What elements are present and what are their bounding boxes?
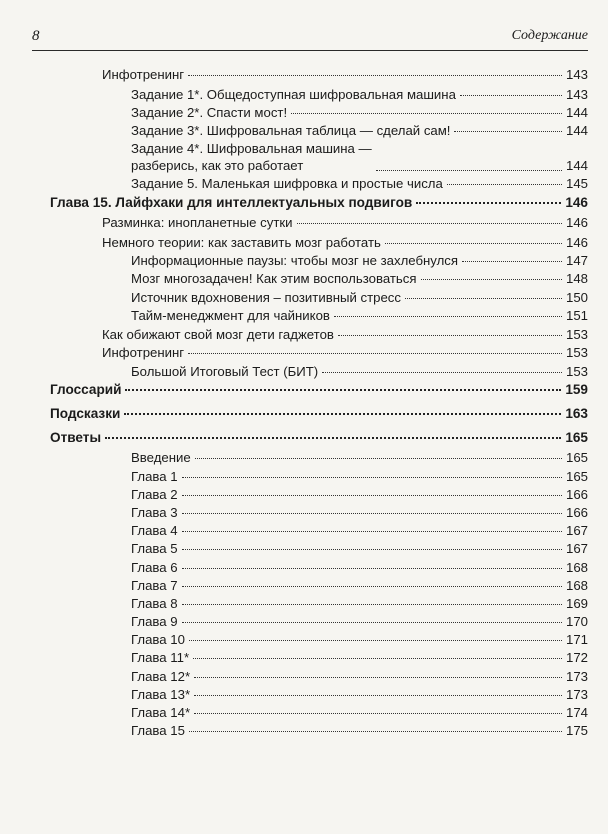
toc-entry-page: 171 — [565, 632, 588, 647]
toc-entry-page: 167 — [565, 541, 588, 556]
dot-leader — [193, 658, 562, 659]
toc-entry — [102, 344, 588, 361]
toc-entry-title: Информационные паузы: чтобы мозг не захлебнулся — [131, 253, 459, 268]
dot-leader — [385, 243, 562, 244]
dot-leader — [322, 372, 562, 373]
dot-leader — [124, 413, 561, 415]
toc-entry-page: 169 — [565, 596, 588, 611]
toc-entry — [102, 234, 588, 251]
toc-entry — [131, 722, 588, 739]
toc-entry-page: 165 — [565, 450, 588, 465]
toc-entry-title: Источник вдохновения – позитивный стресс — [131, 290, 401, 305]
dot-leader — [182, 495, 562, 496]
dot-leader — [195, 458, 562, 459]
toc-entry — [131, 270, 588, 287]
toc-entry-title: Инфотренинг — [102, 345, 185, 360]
toc-entry — [131, 140, 588, 174]
toc-entry-title: Ответы — [50, 430, 102, 445]
toc-entry — [131, 486, 588, 503]
toc-entry-title: Глава 5 — [131, 541, 178, 556]
toc-entry — [131, 631, 588, 648]
toc-entry-title: Разминка: инопланетные сутки — [102, 215, 293, 230]
toc-entry-title: Большой Итоговый Тест (БИТ) — [131, 364, 319, 379]
toc-entry-page: 167 — [565, 523, 588, 538]
toc-entry-title: Глава 3 — [131, 505, 178, 520]
dot-leader — [105, 437, 561, 439]
dot-leader — [182, 477, 562, 478]
toc-entry-page: 146 — [565, 215, 588, 230]
toc-entry-title: Задание 2*. Спасти мост! — [131, 105, 288, 120]
toc-entry — [131, 686, 588, 703]
running-title: Содержание — [511, 28, 588, 43]
toc-entry-title: Глава 9 — [131, 614, 178, 629]
toc-entry — [131, 363, 588, 380]
dot-leader — [182, 604, 562, 605]
toc-entry-page: 159 — [565, 382, 588, 397]
toc-entry — [131, 289, 588, 306]
toc-entry — [131, 540, 588, 557]
toc-entry — [131, 104, 588, 121]
toc-entry-title: Как обижают свой мозг дети гаджетов — [102, 327, 334, 342]
toc-entry-page: 148 — [565, 271, 588, 286]
toc-entry — [131, 252, 588, 269]
dot-leader — [376, 170, 562, 171]
toc-entry — [131, 704, 588, 721]
dot-leader — [421, 279, 562, 280]
toc-entry-page: 174 — [565, 705, 588, 720]
page-number: 8 — [32, 28, 40, 44]
page-header — [32, 28, 588, 51]
toc-entry — [131, 668, 588, 685]
toc-entry-page: 165 — [565, 469, 588, 484]
dot-leader — [188, 353, 562, 354]
toc-entry-title: Тайм-менеджмент для чайников — [131, 308, 330, 323]
dot-leader — [194, 677, 562, 678]
toc-entry — [131, 613, 588, 630]
toc-entry-title: Глава 6 — [131, 560, 178, 575]
toc-entry — [131, 449, 588, 466]
toc-entry-title: Подсказки — [50, 406, 121, 421]
dot-leader — [194, 713, 562, 714]
toc-entry-title: Глава 10 — [131, 632, 185, 647]
toc-entry-title: Введение — [131, 450, 191, 465]
toc-entry-page: 153 — [565, 364, 588, 379]
toc-entry-page: 173 — [565, 669, 588, 684]
toc-entry-page: 146 — [565, 235, 588, 250]
dot-leader — [334, 316, 562, 317]
toc-entry-page: 173 — [565, 687, 588, 702]
toc-entry — [102, 66, 588, 83]
toc-entry-page: 147 — [565, 253, 588, 268]
toc-entry-title-line: разберись, как это работает — [131, 158, 304, 173]
toc-entry-title: Инфотренинг — [102, 67, 185, 82]
dot-leader — [416, 202, 561, 204]
toc-entry — [131, 649, 588, 666]
toc-entry-page: 168 — [565, 560, 588, 575]
toc-entry-page: 144 — [565, 158, 588, 173]
toc-entry-title: Глава 12* — [131, 669, 191, 684]
toc-entry-page: 153 — [565, 345, 588, 360]
toc-entry-title: Глава 15. Лайфхаки для интеллектуальных подвигов — [50, 195, 413, 210]
toc-entry-page: 146 — [565, 195, 588, 210]
dot-leader — [182, 513, 562, 514]
dot-leader — [189, 640, 562, 641]
dot-leader — [182, 568, 562, 569]
toc-entry-page: 166 — [565, 487, 588, 502]
toc-entry-page: 143 — [565, 87, 588, 102]
toc-entry-page: 168 — [565, 578, 588, 593]
toc-entry-page: 143 — [565, 67, 588, 82]
toc-entry-title — [131, 140, 372, 174]
toc-entry-page: 163 — [565, 406, 588, 421]
toc-entry — [50, 405, 588, 422]
toc-entry-page: 166 — [565, 505, 588, 520]
toc-entry-title: Глава 8 — [131, 596, 178, 611]
toc-entry-title: Глава 11* — [131, 650, 190, 665]
toc-entry-title: Глава 13* — [131, 687, 191, 702]
toc-entry-page: 153 — [565, 327, 588, 342]
toc-entry — [102, 326, 588, 343]
toc-entry — [50, 429, 588, 446]
toc-entry — [131, 122, 588, 139]
toc-entry — [131, 522, 588, 539]
toc-entry — [131, 468, 588, 485]
toc-entry-title-line: Задание 4*. Шифровальная машина — — [131, 141, 372, 156]
toc-entry-title: Немного теории: как заставить мозг работать — [102, 235, 381, 250]
dot-leader — [447, 184, 562, 185]
toc-entry-page: 170 — [565, 614, 588, 629]
dot-leader — [291, 113, 562, 114]
toc-entry-title: Глава 4 — [131, 523, 178, 538]
toc-entry-page: 151 — [565, 308, 588, 323]
toc-entry — [131, 504, 588, 521]
dot-leader — [405, 298, 562, 299]
dot-leader — [182, 622, 562, 623]
dot-leader — [194, 695, 562, 696]
toc-entry-page: 145 — [565, 176, 588, 191]
toc-entry-page: 150 — [565, 290, 588, 305]
dot-leader — [125, 389, 561, 391]
dot-leader — [182, 531, 562, 532]
toc-entry-page: 172 — [565, 650, 588, 665]
toc-entry — [131, 595, 588, 612]
toc-entry-title: Задание 1*. Общедоступная шифровальная машина — [131, 87, 456, 102]
toc-entry — [102, 214, 588, 231]
toc-entry-page: 144 — [565, 105, 588, 120]
dot-leader — [462, 261, 562, 262]
toc-entry — [50, 194, 588, 211]
toc-entry — [131, 175, 588, 192]
dot-leader — [182, 586, 562, 587]
toc-entry — [131, 307, 588, 324]
toc-entry — [131, 577, 588, 594]
dot-leader — [182, 549, 562, 550]
toc-entry-page: 175 — [565, 723, 588, 738]
dot-leader — [189, 731, 562, 732]
toc-entry-title: Глава 7 — [131, 578, 178, 593]
toc-entry — [131, 86, 588, 103]
toc-entry-title: Задание 3*. Шифровальная таблица — сделай сам! — [131, 123, 451, 138]
dot-leader — [454, 131, 562, 132]
toc-entry-title: Задание 5. Маленькая шифровка и простые числа — [131, 176, 443, 191]
dot-leader — [188, 75, 562, 76]
dot-leader — [297, 223, 562, 224]
toc-entry-title: Глоссарий — [50, 382, 122, 397]
dot-leader — [338, 335, 562, 336]
toc-entry — [50, 381, 588, 398]
toc-entry — [131, 559, 588, 576]
toc-entry-title: Мозг многозадачен! Как этим воспользоваться — [131, 271, 417, 286]
toc-entry-page: 165 — [565, 430, 588, 445]
toc-entry-title: Глава 1 — [131, 469, 178, 484]
toc-entry-title: Глава 14* — [131, 705, 191, 720]
dot-leader — [460, 95, 562, 96]
toc-entry-title: Глава 2 — [131, 487, 178, 502]
toc-entry-page: 144 — [565, 123, 588, 138]
toc-entry-title: Глава 15 — [131, 723, 185, 738]
